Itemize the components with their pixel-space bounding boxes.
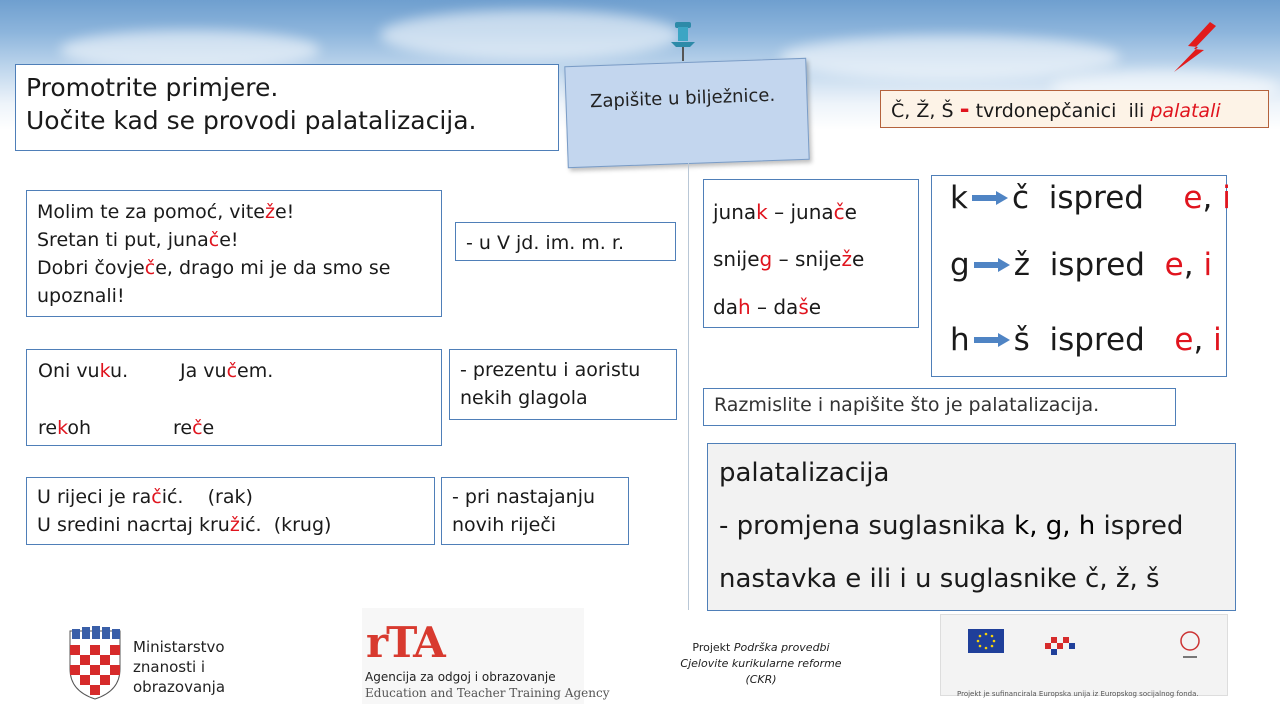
instruction-title-box: [15, 64, 559, 151]
change-row-g: g ž ispred e , i: [950, 247, 1213, 283]
example-line: U rijeci je račić. (rak): [37, 486, 253, 508]
sticky-note-text: Zapišite u bilježnice.: [589, 84, 776, 113]
agency-logo-mark: rTA: [366, 618, 444, 667]
question-text: Razmislite i napišite što je palatalizacija.: [714, 394, 1100, 416]
example-line: U sredini nacrtaj kružić. (krug): [37, 514, 332, 536]
example-line: Dobri čovječe, drago mi je da smo se: [37, 257, 391, 279]
example-line: Molim te za pomoć, viteže!: [37, 201, 295, 223]
ministry-name: Ministarstvo znanosti i obrazovanja: [133, 638, 226, 696]
project-caption: Projekt Podrška provedbi Cjelovite kurikularne reforme (CKR): [680, 641, 842, 686]
arrow-right-icon: [972, 191, 1008, 205]
rule-verbs-box: [449, 349, 677, 420]
word-pair: snijeg – sniježe: [713, 247, 865, 271]
example-verb-4: reče: [173, 417, 215, 439]
column-divider: [688, 163, 689, 610]
rule-derivation-line-2: novih riječi: [452, 514, 557, 536]
structural-funds-logo: [1045, 633, 1075, 659]
agency-name-en: Education and Teacher Training Agency: [365, 686, 610, 700]
croatian-coat-of-arms-logo: [66, 625, 124, 701]
instruction-line-1: Promotrite primjere.: [26, 73, 279, 102]
palatal-or: ili: [1128, 100, 1145, 122]
example-line: upoznali!: [37, 285, 125, 307]
word-pairs-box: [703, 179, 919, 328]
palatal-letters: Č, Ž, Š: [891, 100, 954, 122]
change-row-k: k č ispred e , i: [950, 180, 1231, 216]
palatals-box: [880, 90, 1269, 128]
sticky-note: [564, 58, 809, 168]
rule-vocative-box: [455, 222, 676, 261]
question-box: [703, 388, 1176, 426]
rule-vocative-text: - u V jd. im. m. r.: [466, 232, 624, 254]
eu-funding-logos: [940, 614, 1228, 696]
example-verb-2: Ja vučem.: [180, 360, 274, 382]
example-verb-3: rekoh: [38, 417, 92, 439]
definition-term: palatalizacija: [719, 458, 890, 488]
rule-derivation-line-1: - pri nastajanju: [452, 486, 596, 508]
example-verb-1: Oni vuku.: [38, 360, 129, 382]
palatal-latin: palatali: [1150, 100, 1221, 122]
definition-line-3: nastavka e ili i u suglasnike č, ž, š: [719, 564, 1160, 594]
pushpin-icon: [668, 20, 698, 62]
rule-verbs-line-2: nekih glagola: [460, 387, 588, 409]
partner-logo-icon: [1173, 627, 1207, 667]
definition-box: [707, 443, 1236, 611]
eu-funding-note: Projekt je sufinancirala Europska unija iz Europskog socijalnog fonda.: [957, 690, 1199, 698]
word-pair: dah – daše: [713, 295, 822, 319]
example-verbs-box: [26, 349, 442, 446]
lightning-bolt-icon: [1170, 20, 1220, 74]
arrow-right-icon: [974, 333, 1010, 347]
palatal-dash: -: [959, 95, 970, 123]
rule-verbs-line-1: - prezentu i aoristu: [460, 359, 641, 381]
example-line: Sretan ti put, junače!: [37, 229, 239, 251]
word-pair: junak – junače: [713, 200, 857, 224]
consonant-change-box: [931, 175, 1231, 377]
rule-derivation-box: [441, 477, 629, 545]
eu-flag-icon: [968, 629, 1004, 653]
example-vocative-box: [26, 190, 442, 317]
definition-line-2: - promjena suglasnika k, g, h ispred: [719, 511, 1184, 541]
instruction-line-2: Uočite kad se provodi palatalizacija.: [26, 106, 477, 135]
example-derivation-box: [26, 477, 435, 545]
change-row-h: h š ispred e , i: [950, 322, 1222, 358]
agency-name-hr: Agencija za odgoj i obrazovanje: [365, 670, 556, 684]
arrow-right-icon: [974, 258, 1010, 272]
palatal-term: tvrdonepčanici: [975, 100, 1117, 122]
